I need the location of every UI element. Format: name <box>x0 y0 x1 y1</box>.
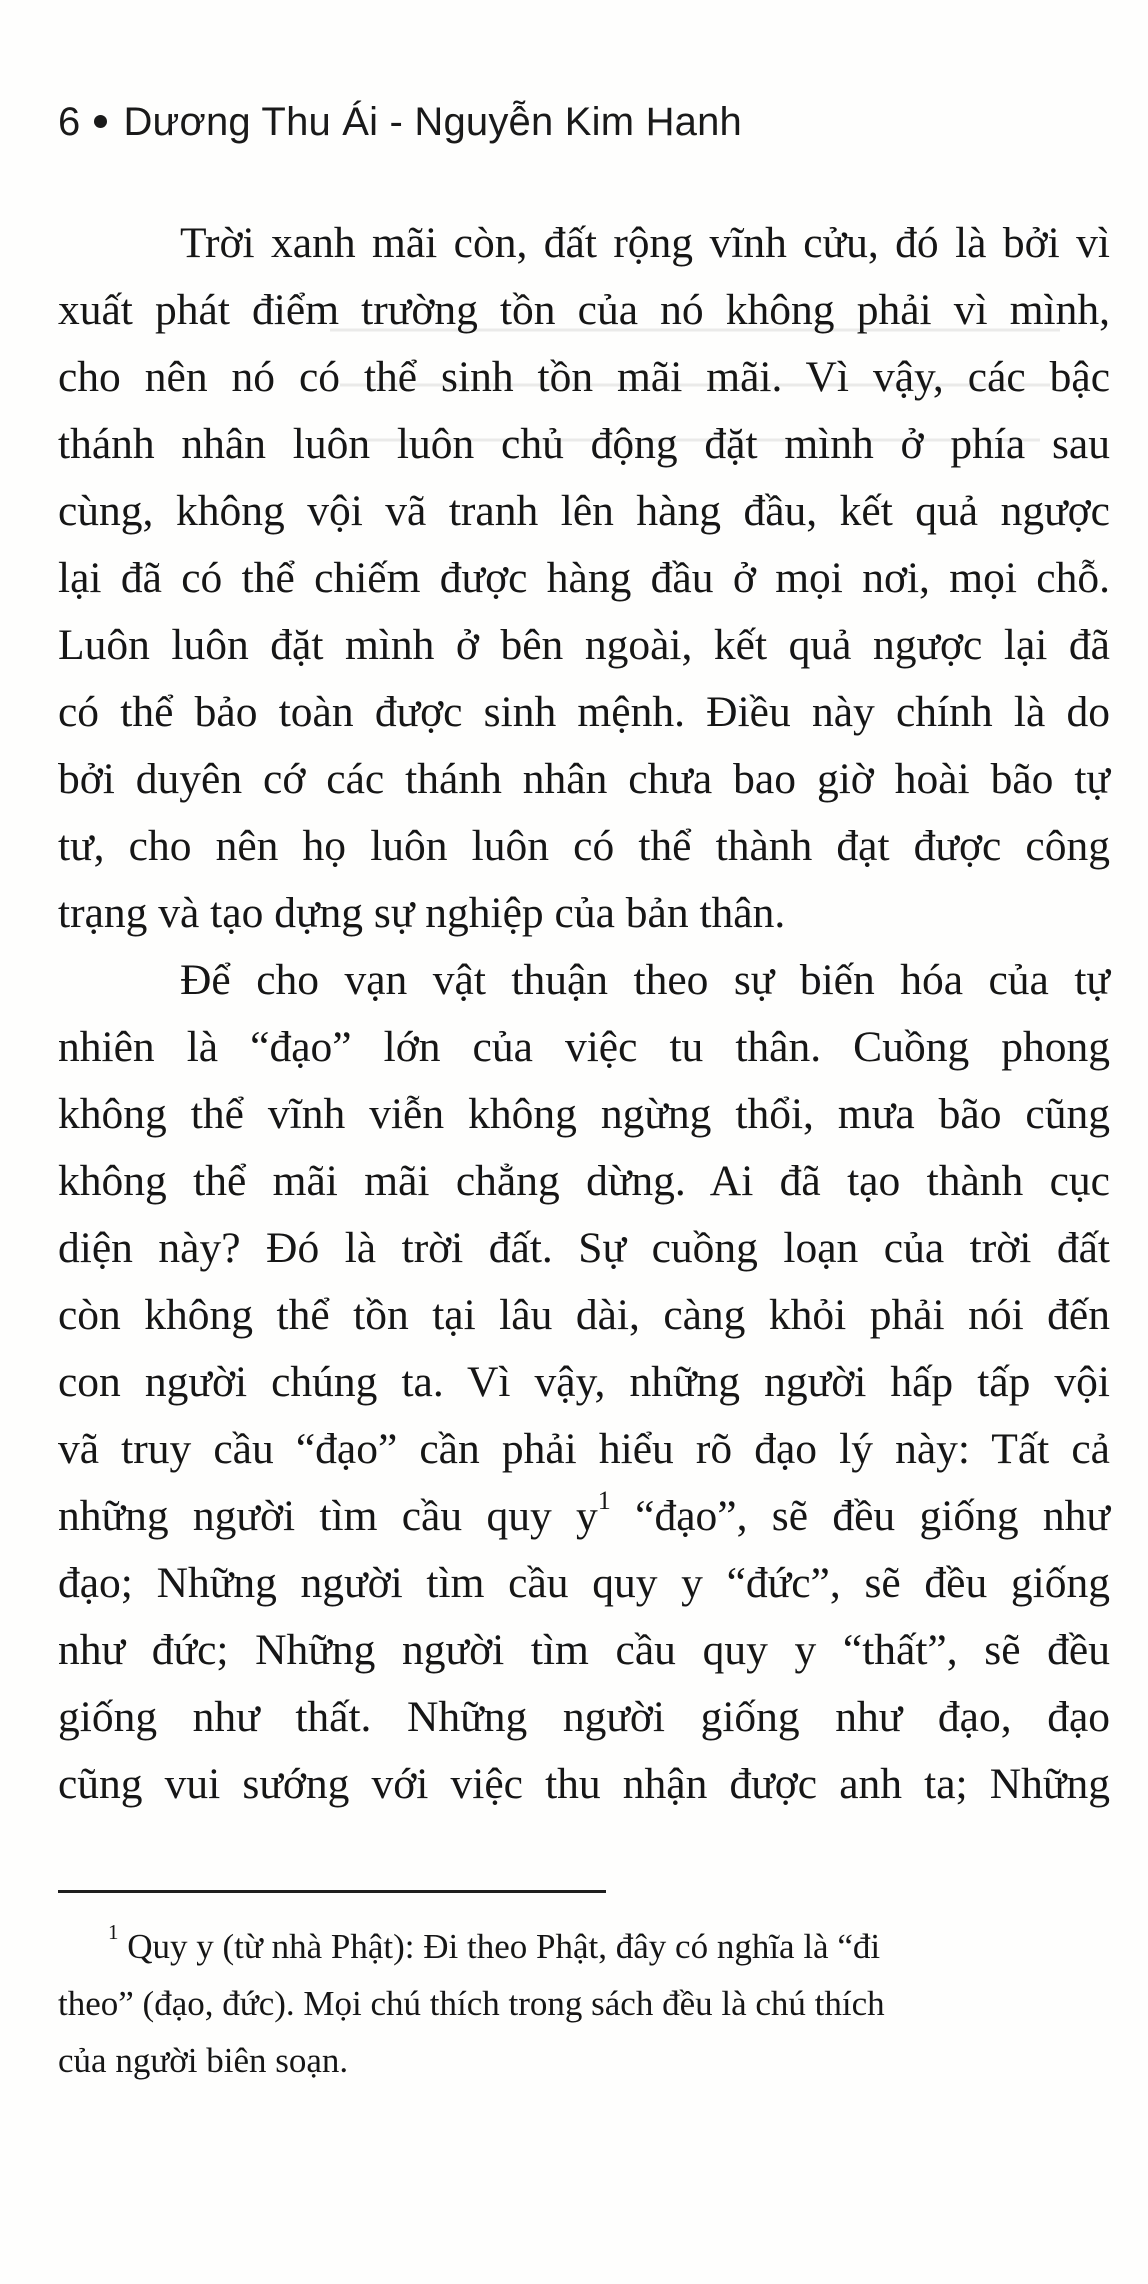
footnote <box>58 1918 1110 2089</box>
line-text-start: những người tìm cầu quy y <box>58 1492 598 1540</box>
paragraph-2-line: như đức; Những người tìm cầu quy y “thất”, sẽ đều <box>58 1626 1110 1674</box>
footnote-reference[interactable]: 1 <box>597 1485 611 1515</box>
paragraph-2-line: không thể mãi mãi chẳng dừng. Ai đã tạo thành cục <box>58 1157 1110 1205</box>
paragraph-2-line: đạo; Những người tìm cầu quy y “đức”, sẽ đều giống <box>58 1559 1110 1607</box>
paragraph-1-line: thánh nhân luôn luôn chủ động đặt mình ở phía sau <box>58 420 1110 468</box>
paragraph-2-line: giống như thất. Những người giống như đạo, đạo <box>58 1693 1110 1741</box>
running-header <box>58 100 742 145</box>
paragraph-2-line: Để cho vạn vật thuận theo sự biến hóa của tự <box>180 956 1110 1004</box>
paragraph-1-line: trạng và tạo dựng sự nghiệp của bản thân. <box>58 889 786 937</box>
paragraph-2-line: diện này? Đó là trời đất. Sự cuồng loạn của trời đất <box>58 1224 1110 1272</box>
paragraph-2-line: vã truy cầu “đạo” cần phải hiểu rõ đạo lý này: Tất cả <box>58 1425 1110 1473</box>
page-number: 6 <box>58 100 81 144</box>
paragraph-2-line: không thể vĩnh viễn không ngừng thổi, mưa bão cũng <box>58 1090 1110 1138</box>
footnote-line <box>58 1918 1110 1975</box>
paragraph-1-line: xuất phát điểm trường tồn của nó không phải vì mình, <box>58 286 1110 334</box>
header-authors: Dương Thu Ái - Nguyễn Kim Hanh <box>123 100 742 144</box>
footnote-line: theo” (đạo, đức). Mọi chú thích trong sách đều là chú thích <box>58 1984 885 2023</box>
footnote-divider <box>58 1890 606 1893</box>
paragraph-1-line: tư, cho nên họ luôn luôn có thể thành đạt được công <box>58 822 1110 870</box>
paragraph-1-line: cùng, không vội vã tranh lên hàng đầu, kết quả ngược <box>58 487 1110 535</box>
footnote-marker: 1 <box>108 1920 119 1945</box>
paragraph-2-line: nhiên là “đạo” lớn của việc tu thân. Cuồng phong <box>58 1023 1110 1071</box>
line-text-end: “đạo”, sẽ đều giống như <box>610 1492 1110 1540</box>
body-text <box>58 210 1110 1818</box>
paragraph-1-line: bởi duyên cớ các thánh nhân chưa bao giờ hoài bão tự <box>58 755 1110 803</box>
paragraph-1-line: có thể bảo toàn được sinh mệnh. Điều này chính là do <box>58 688 1110 736</box>
paragraph-2-line: còn không thể tồn tại lâu dài, càng khỏi phải nói đến <box>58 1291 1110 1339</box>
paragraph-1-line: lại đã có thể chiếm được hàng đầu ở mọi nơi, mọi chỗ. <box>58 554 1110 602</box>
bullet-separator <box>94 115 107 128</box>
paragraph-1-line: Trời xanh mãi còn, đất rộng vĩnh cửu, đó là bởi vì <box>180 219 1110 267</box>
paragraph-2-line: cũng vui sướng với việc thu nhận được anh ta; Những <box>58 1760 1110 1808</box>
paragraph-1-line: Luôn luôn đặt mình ở bên ngoài, kết quả ngược lại đã <box>58 621 1110 669</box>
paragraph-2-line-with-footnote-ref <box>58 1483 1110 1550</box>
footnote-line: của người biên soạn. <box>58 2041 349 2080</box>
footnote-text: Quy y (từ nhà Phật): Đi theo Phật, đây có nghĩa là “đi <box>118 1927 881 1966</box>
paragraph-2-line: con người chúng ta. Vì vậy, những người hấp tấp vội <box>58 1358 1110 1406</box>
paragraph-1-line: cho nên nó có thể sinh tồn mãi mãi. Vì vậy, các bậc <box>58 353 1110 401</box>
